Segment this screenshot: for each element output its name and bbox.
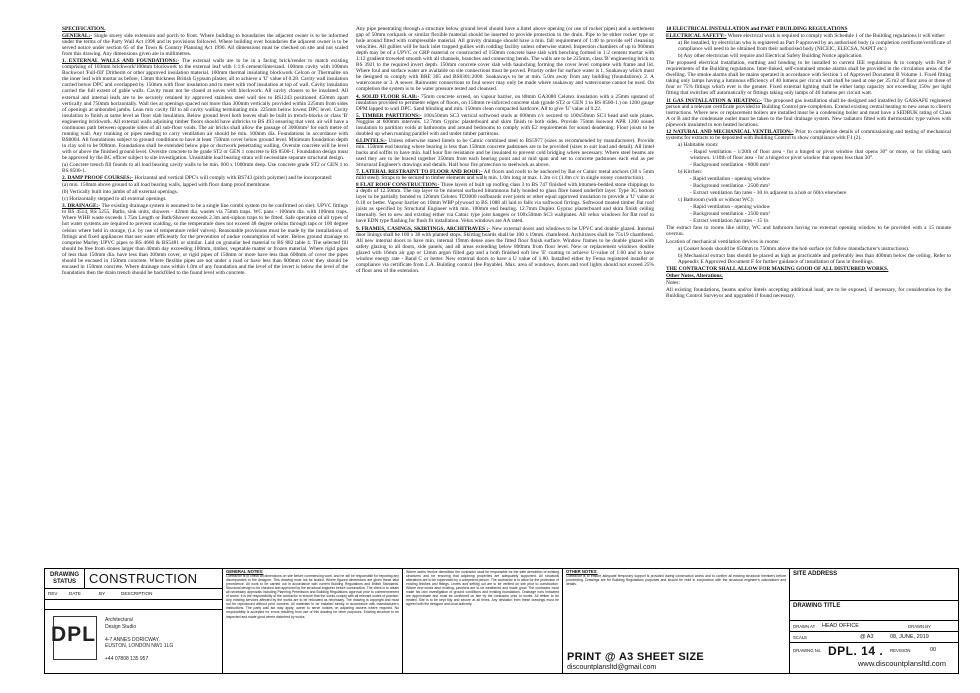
spec-column-1 [62,26,348,566]
section-6-title: 6.LINTELS:- [356,137,387,144]
rev-column-label: REV [48,591,58,596]
other-notes-cell [563,569,790,673]
scale-value: @ A3 [860,634,874,640]
kitchen-item-3: - Extract ventilation fan rates - 30 l/s adjacent to a hob or 60l/s elsewhere [690,190,847,197]
section-10-text-2: The proposed electrical installation, earthing and bonding to be installed to current IEE regulations & to comply with Part P requirements of the Building regulations. Inter-linked, self-contained smoke alarms shall be provided in the circulation areas of the dwelling. The smoke alarms shall be mains operated in accordance with Section 1 of Approved Document B Volume 1. Fixed fitting taking only lamps having a luminous efficiency of 40 lumens per circuit watt shall be used at one per 25 m2 of floor area or three of four or 75% fittings which ever is the greater. Fixed external lighting shall be either lamp capacity not exceeding 150w per light fitting that switches off automatically or fittings taking only lamps of 40 lumens per circuit watt. [666,60,951,97]
section-5-text: 100x50mm SC3 vertical softwood studs at 600mm c/c secured to 100x50mm SC3 head and sole plates. Noggins at 600mm intervals. 12.7mm Gyproc plasterboard and skim finish to both sides. Provide 75mm Isowool APR 1200 sound insulation to partition voids at bathrooms and around bedrooms to comply with E2 requirements for sound deadening. Floor joists to be doubled up when running parallel with and under timber partitions. [356,112,654,137]
by-column-label: BY [99,591,106,596]
location-item-a: a) Cooker hoods should be 650mm to 750mm above the hob surface (or follow manufacturer's instructions). [678,245,910,252]
section-2-text: Horizontal and vertical DPC's will comply with BS743 (pitch polymer) and be incorporated: [134,175,333,182]
drainage-continued-text: Any pipe penetrating through a structure below ground level should have a lintel above opening (or use of rocker pipes) and a settlement gap of 50mm corkpack or similar flexible material should be inserted to provide protection to the drain. Pipe to be either rocker type or hole around fitted with compressible material. All gravity drainage should have a min. fall requirement of 1:40 to provide self cleansing velocities. All gullies will be back inlet trapped gullies with rodding facility unless otherwise stated. Inspection chambers of up to 900mm depth may be of a UPVC or GRP material or constructed of 150mm concrete base slab with benching formed in 1:2 cement mortar with 1:12 gradient troweled smooth with all channels, branches and connecting bends. The walls are to be 225mm, class 'B' engineering brick to BS 3921 to the required invert depth. 150mm concrete cover slab with haunching forming the cover level complete with frame and lid. Where foul and surface water are available on site connections must be proved. Priority order for surface water is 1. Soakaway which must be designed to comply with BRE 365 and BS8301:2000. Soakaways to be at min. 5.0m away from any building (foundations). 2. A watercourse or 3. A sewer. Rainwater connections to foul sewer may only be made where soakaway and watercourse cannot be used. On completion the system is to be water pressure tested and cleansed. [356,26,654,93]
section-9-title: 9. FRAMES, CASINGS, SKIRTINGS, ARCHITRAVES :- [356,225,491,232]
drawing-title-row [790,601,958,621]
bathroom-item-3: - Extract ventilation fan rates - 15 l/s [690,218,769,225]
section-6-text: Unless otherwise stated lintels to be Catnic combined steel to BS5977 (sizes as recommended by manufacturer). Provide min. 150mm end bearing where bearing is less than 150mm concrete padstones are to be provided (sizes to suit load and detail). All lintel backs and soffits to have min. half hour fire resistance and be insulated to prevent cold bridging where necessary. Where steel beams are used they are to be braced together 350mm from each bearing point and at mid span and set to concrete padstones each end as per Structural Engineer's drawings and details. Half hour fire protection to steelwork as above. [356,137,654,169]
other-notes-title: Other Notes, Alterations. [666,272,723,279]
section-10-item-b: b) Any other electrician will require and Electrical Safety Building Notice application. [678,53,863,60]
location-text: Location of mechanical ventilation devices in rooms: [666,238,780,245]
general-title: GENERAL:- [62,33,92,40]
section-2-title: 2. DAMP PROOF COURSES:- [62,175,134,182]
notes-text: All existing foundations, beams and/or lintels accepting additional load, are to be exposed, if necessary, for consideration by the Building Control Surveyor and upgraded if found necessary. [666,286,951,299]
section-2-item-c: (c) Horizontally stepped to all external openings. [62,196,167,203]
drawn-at-value: HEAD OFFICE [822,623,859,629]
company-logo: DPL [51,623,96,646]
section-2-item-a: (a) min. 150mm above ground to all load bearing walls, lapped with floor damp proof membrane. [62,182,271,189]
spec-column-2 [356,26,654,566]
section-8-text: Three layers of built up roofing class 3 to BS 747 finished with bitumen-bedded stone chippings to a depth of 12.50mm. The top layer to be mineral surfaced bituminous fully bonded to glass fibre based underfelt layer. Type 3G bottom layer to be partially bonded to 126mm Celotex TD3000 roofboards over joists or other equal approved insulation to provide a 'U' value at 0.18 or better. Vapour barrier on 10mm WBP plywood to BS 1088 all laid to falls via softwood firrings. Softwood treated timber flat roof joists as specified by Structural Engineer with min. 100mm end bearing. 12.7mm Duplex Gyproc plasterboard and skim finish ceiling internally. Set to new and existing either via Catnic type joist hangers or 100x50mm SC3 wallplates. All velux windows for flat roof to have EDN type flashing for flush fit installation. Velux windows are AA rated. [356,182,654,225]
scale-row [790,632,958,643]
section-8-title: 8 FLAT ROOF CONSTRUCTION:- [356,182,440,189]
section-4-text: 75mm concrete screed, on vapour barrier, on 80mm GA3080 Celotex insulation with a 25mm upstand of insulation provided to perimeter edges of floors, on 150mm re-inforced concrete slab (grade ST2 or GEN 1 to BS 8500-1.) on 1200 gauge DPM lapped to wall DPC. Sand blinding and min. 150mm clean compacted hardcore. All to give 'U' value of 0.22. [356,93,654,112]
location-item-b: b) Mechanical extract fans should be placed as high as practicable and preferably less than 400mm below the ceiling. Refer to Appendix E Approved Document F for further guidance of installation of fans in dwellings. [678,252,951,265]
drawing-status-value: CONSTRUCTION [85,569,222,589]
description-column-label: DESCRIPTION [121,591,153,596]
kitchen-label: b) Kitchen: [678,169,703,176]
website-link[interactable]: www.discountplansltd.com [858,659,946,668]
revision-label: REVISION [890,648,911,653]
notes-cell-2 [403,569,563,673]
section-12-text: Prior to completion details of commissioning and testing of mechanical systems for extracts to be deposited with Building Control to show compliance with F1 (2). [666,128,951,141]
section-11-title: 11 GAS INSTALLATION & HEATING:- [666,97,762,104]
other-notes-heading: OTHER NOTES: [566,569,598,574]
drawing-number-row [790,643,958,659]
print-size-label: PRINT @ A3 SHEET SIZE [567,650,705,663]
section-10-title: 10 ELECTRICAL INSTALLATION and PART P BUILDING REGULATIONS [666,26,848,32]
section-10-item-a: a) Be installed, by electrician who is registered as Part P approved by an authorised body (a completion certificate/certificate of compliance will need to be obtained from their authorised body (NICEIC, ELECSA, NAPIT etc.) [678,40,951,53]
drawn-at-row [790,621,958,632]
date-column-label: DATE [69,591,81,596]
section-5-title: 5. TIMBER PARTITIONS:- [356,112,422,119]
general-notes-cell [223,569,403,673]
spec-column-3 [666,26,951,566]
drawing-title-label: DRAWING TITLE [793,603,841,609]
site-address-label: SITE ADDRESS [793,571,838,577]
section-9-text: New external doors and windows to be UPVC and double glazed. Internal door linings shall be 100 x 38 with planted stops. Skirting boards shall be 100 x 19mm. chamfered. Architraves shall be 75x19 chamfered. All new internal doors to have min. internal 19mm dense ones the fitted floor finish surface. Window frames to be double glazed with safety glazing to all doors, side panels, and all areas extending below 800mm from floor level. New or replacement windows double glazed with 16mm air gap or 12mm argon filled gap and a both finished soft low 'E' coating to achieve U-value of 1.60 and to have window energy rate - Band C or better. New external doors to have a U value of 1.80. Installed either by Fensa registered installer or compliance via certificate from L.A. Building control (fee Payable). Max. area of windows, doors and roof lights should not exceed 25% of floor area of the extension. [356,225,654,274]
section-3-title: 3. DRAINAGE:- [62,203,101,210]
section-10-text: Where electrical work is required to comply with Schedule 1 of the Building regulations it will either: [727,33,946,40]
habitable-item-1: - Rapid ventilation - 1/20th of floor area - for a hinged or pivot window that opens 30° or more, or for sliding sash windows. 1/10th of floor area - for a hinged or pivot window that opens less than 30°. [690,148,951,161]
habitable-room-label: a) Habitable room: [678,141,719,148]
bathroom-item-1: - Rapid ventilation - opening window [690,204,771,211]
email-address[interactable]: discountplansltd@gmail.com [567,663,657,671]
kitchen-item-2: - Background ventilation - 2500 mm² [690,183,770,190]
title-block [44,568,959,674]
notes-2-text: Where works involve demolition the contractor shall be responsible for the safe demolition of existing structures and for ensuring that adjoining properties are adequately supported. All structural alterations are to be supervised by a competent person. The contractor is to allow for the protection of existing finishes and fittings. Levels and setting out are to be verified on site prior to construction. Where new works abut existing, junctions are to be weathered and made good. The contractor must make his own investigation of ground conditions and existing foundations. Drainage runs indicated are approximate and must be confirmed on site by the contractor prior to works. All timber to be treated. Site is to be kept tidy and secure at all times. Any deviation from these drawings must be agreed with the designer and local authority. [406,570,559,607]
other-notes-text: Contractor is to ensure adequate temporary support is provided during construction works and to confirm all existing structural members before proceeding. Drawings are for Building Regulations purposes and should be read in conjunction with the structural engineer's calculations and details. [566,574,786,587]
drawing-number-label: DRAWING No. [793,648,822,653]
general-notes-title: GENERAL NOTES: [226,569,264,574]
drawing-number-value: DPL. 14 . [828,644,884,658]
general-notes-text: Contractor is to check all dimensions on site before commencing work, and he will be responsible for reporting any discrepancies to the designer. This drawing must not be scaled. Where figured dimensions are given these take precedence. All work to be carried out in accordance with current Building Regulations and British Standards. Structural design to be checked and approved by the structural engineer before construction. The client is to obtain all necessary approvals including Planning Permission and Building Regulations approval prior to commencement of works. It is the responsibility of the contractor to ensure that the works comply with all relevant codes of practice. Any existing services affected by the works are to be relocated as necessary. The drawing is copyright and must not be reproduced without prior consent. All materials to be installed strictly in accordance with manufacturer's instructions. The party wall act may apply; owner to serve notices on adjoining owners where required. No responsibility is accepted for errors resulting from use of this drawing for other purposes. Existing structure to be inspected and made good where disturbed by works. [226,574,399,619]
site-address-row [790,569,958,601]
company-details [105,617,173,663]
status-and-logo-cell [45,569,223,673]
company-line: 4-7 ANNES DORICWAY, [105,636,160,643]
section-2-item-b: (b) Vertically built into jambs of all external openings. [62,189,179,196]
section-1-item-a: (a) Concrete trench fill founds to all load bearing cavity walls to be min. 600 x 1000mm deep. Use concrete grade ST2 or GEN 1 to BS 8500-1. [62,162,348,175]
section-7-text: All floors and roofs to be anchored by Bat or Catnic metal anchors (30 x 5mm mild steel). Straps to be secured to timber elements and walls min. 1.0m long at max. 1.2m c/c (1.8m c/c in single storey construction). [356,169,654,182]
section-1-title: 1. EXTERNAL WALLS AND FOUNDATIONS:- [62,58,180,65]
bathroom-item-2: - Background ventilation - 2500 mm² [690,211,770,218]
spec-title: SPECIFICATION. [62,26,106,32]
drawing-info-block [790,569,958,673]
extract-fans-text: The extract fans to rooms like utility, WC and bathroom having no external opening window to be provided with a 15 minute overrun. [666,225,951,238]
section-10-subtitle: ELECTRICAL SAFETY:- [666,33,727,40]
contractor-note: THE CONTRACTOR SHALL ALLOW FOR MAKING GOOD OF ALL DISTURBED WORKS. [666,265,889,272]
date-value: 08, JUNE, 2019 [890,634,929,640]
section-7-title: 7. LATERAL RESTRAINT TO FLOOR AND ROOF:- [356,169,483,176]
company-line: Architectural [105,617,133,623]
section-12-title: 12 NATURAL AND MECHANICAL VENTILATION:- [666,128,794,135]
drawing-status-label: DRAWING STATUS [45,569,85,589]
bathroom-label: c) Bathroom (with or without WC): [678,197,755,204]
section-11-text: The proposed gas installation shall be designed and installed by GASSAFE registered person and a relevant certificate provided to Building Control pre-completion. Extend existing central heating to new areas to client's instructions. Where new or replacement boilers are installed must be a condensing boiler and must have a SEDBUK rating of Class A or B and the condensate outlet must be taken to the foul drainage system. New radiators fitted with thermostatic type valves with pipework insulated to non heated locations. [666,97,951,128]
company-line: +44 07808 135 957 [105,656,149,662]
company-line: Design Studio [105,623,137,630]
company-line: EUSTON, LONDON NW1 1LG [105,643,174,649]
general-text: Single storey side extension and porch to front. Where building to boundaries the adjacent owner is to be informed under the terms of the Party Wall Act 1996 and its provisions followed. Where building over boundaries the adjacent owner is to be served notice under section 65 of the Town & Country Planning Act 1990. All dimensions must be checked on site and not scaled from this drawing. Any dimensions given are in millimetres. [62,33,348,58]
notes-label: Notes: [666,279,680,286]
scale-label: SCALE [793,635,808,640]
company-logo-area [45,609,222,673]
revision-value: 00 [930,647,937,653]
section-3-text: The existing drainage system is assumed to be a single line combi system (to be confirmed on site). UPVC fittings to BS 4514, BS 5255. Baths, sink units, showers - 42mm dia. wastes via 75mm traps. WC pans - 100mm dia. with 100mm traps. Where WHB waste exceeds 1.75m Length or Bath/Shower exceeds 2.3m anti-siphon traps to be fitted. Safe operation of all types of hot water systems are required to prevent scalding, so the temperature does not exceed 48 degree celsius through taps or 100 degree celsius where held in storage, (i.e. by use of temperature relief valves). Reasonable provisions must be made by the installations of fittings and fixed appliances that use water efficiently for the prevention of undue consumption of water. Below ground drainage to comprise Marley UPVC pipes to BS 4660 & BS5481 or similar. Laid on granular bed material to BS 882 table 4. The selected fill should be free from stones larger than 40mm day exceeding 100mm, timber, vegetable matter or frozen material. Where rigid pipes of less than 150mm dia. have less than 300mm cover, or rigid pipes of 150mm or more have less than 600mm of cover the pipes should be encased in 150mm concrete. Where flexible pipes are not under a road or have less than 600mm cover they should be encased in 150mm concrete. Where drainage runs within 1.0m of any foundation and the level of the invert is below the level of the foundation then the drain trench should be backfilled to the found level with concrete. [62,203,348,276]
habitable-item-2: - Background ventilation - 8000 mm² [690,161,770,168]
kitchen-item-1: - Rapid ventilation - opening window [690,176,771,183]
drawn-at-label: DRAWN AT [793,624,816,629]
section-1-text: The external walls are to be in a facing brick/render to match existing comprising of 103mm brickwork/100mm blockwork to the external leaf with 1:1:6 cement/lime/sand. 100mm cavity with 100mm Rockwool 'Full-fill' Dritherm or other approved insulation material. 100mm thermal insulating blockwork Celcon or Thermalite on the inner leaf with mortar as before, 13mm thickness British Gypsum plaster, all to achieve a 'U' value of 0.28. Cavity wall insulation carried below DPC and overlapped by 150mm with floor insulation and to meet with roof insulation at top of wall. Cavity insulation carried the full extent of gable walls. Cavity must not be closed at eaves with blockwork. All cavity closers to be insulated. All external and internal leafs are to be securely retained by approved stainless steel wall ties to BS1243 positioned 450mm apart vertically and 750mm horizontally. Wall ties at openings spaced not more than 300mm vertically provided within 225mm from sides of openings at unbonded jambs. Lean mix cavity fill to all cavity walling terminating min. 225mm below lowest DPC level. Cavity insulation to finish at same level as floor slab insulation. Below ground level both leaves shall be built in trench-blocks or class 'B' engineering brickwork. All external walls adjoining timber floors should have airbricks to BS 493 ensuring that vent. air will have a continuous path between opposite sides of all sub-floor voids. The air bricks shall allow the passage of 3000mm² for each metre of running wall. Any trunking or pipes needing to carry ventilation air should be min. 100mm dia. Foundations in accordance with BS8004. All foundations subject to ground conditions to have at least 750mm cover below ground level. Minimum foundation depth in clay soil to be 900mm. Foundations shall be extended below pipe or ductwork penetrating walling. Oversite concrete will be level with or above the finished ground level. Oversite concrete to be grade ST2 or GEN 1 concrete to BS 8500-1. Foundation design must be approved by the BC officer subject to site investigation. Unsuitable load bearing strata will necessitate separate structural design. [62,58,348,161]
drawn-by-label: DRAWN BY [908,624,931,629]
section-4-title: 4. SOLID FLOOR SLAB:- [356,93,419,100]
